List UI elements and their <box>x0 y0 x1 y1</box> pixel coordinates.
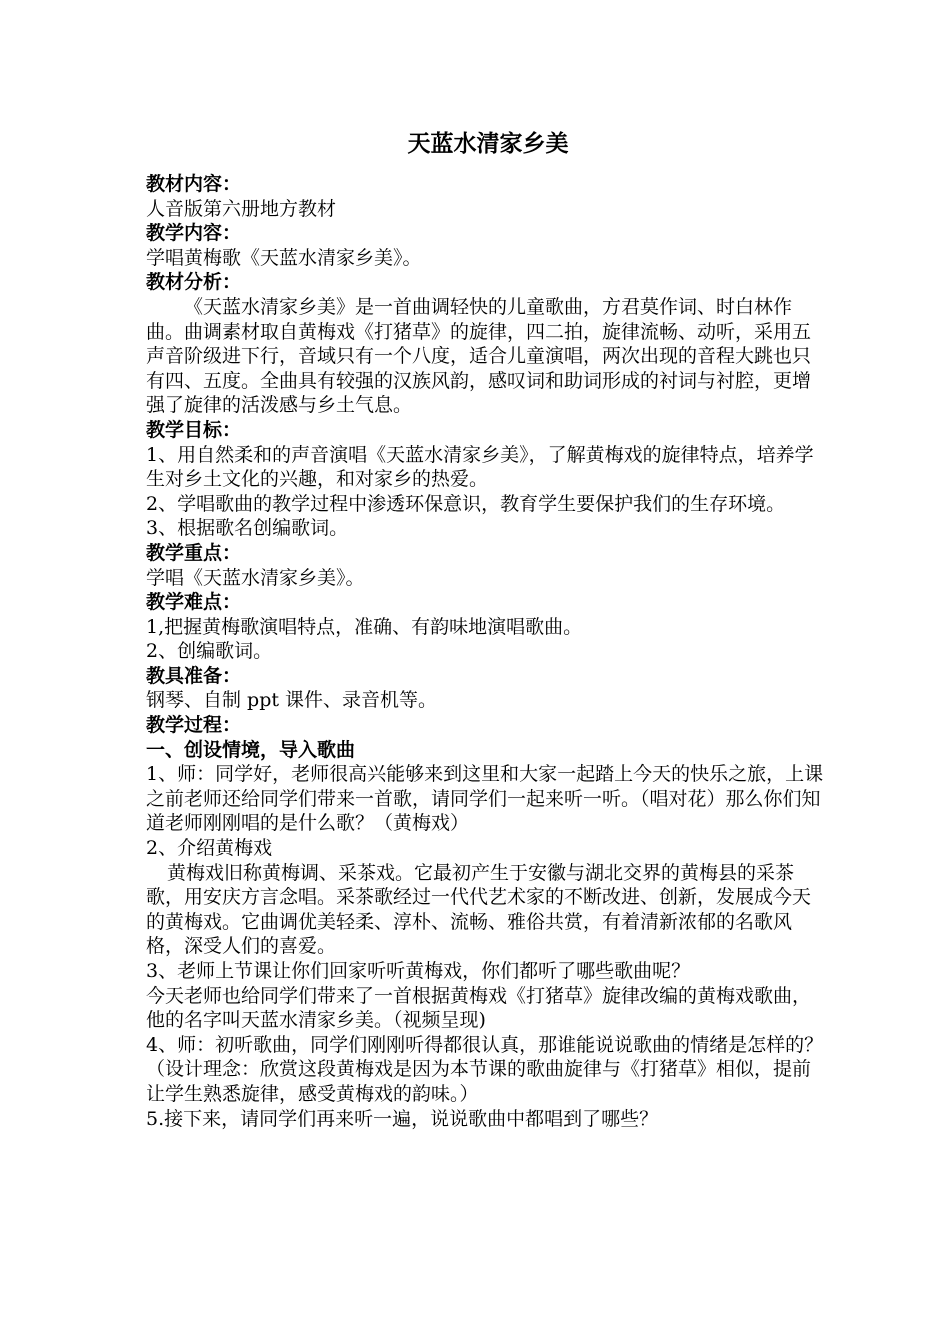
document-title: 天蓝水清家乡美 <box>407 130 569 157</box>
text-step-1-1: 1、师：同学好，老师很高兴能够来到这里和大家一起踏上今天的快乐之旅，上课之前老师还给同学们带来一首歌，请同学们一起来听一听。（唱对花）那么你们知道老师刚刚唱的是什么歌？（黄梅戏） <box>146 763 824 835</box>
text-step-1-2-body: 黄梅戏旧称黄梅调、采茶戏。它最初产生于安徽与湖北交界的黄梅县的采茶歌，用安庆方言念唱。采茶歌经过一代代艺术家的不断改进、创新，发展成今天的黄梅戏。它曲调优美轻柔、淳朴、流畅、雅俗共赏，有着清新浓郁的名歌风格，深受人们的喜爱。 <box>146 861 812 958</box>
text-step-1-5: 5.接下来，请同学们再来听一遍，说说歌曲中都唱到了哪些？ <box>146 1107 659 1130</box>
heading-difficulty: 教学难点： <box>146 591 242 614</box>
heading-process: 教学过程： <box>146 714 242 737</box>
heading-analysis: 教材分析： <box>146 271 242 294</box>
heading-goals: 教学目标： <box>146 418 242 441</box>
document-page <box>146 130 826 1131</box>
text-key: 学唱《天蓝水清家乡美》。 <box>146 566 365 589</box>
text-step-1-3-body: 今天老师也给同学们带来了一首根据黄梅戏《打猪草》旋律改编的黄梅戏歌曲，他的名字叫天蓝水清家乡美。（视频呈现) <box>146 984 812 1032</box>
text-content: 学唱黄梅歌《天蓝水清家乡美》。 <box>146 246 422 269</box>
text-goal-2: 2、学唱歌曲的教学过程中渗透环保意识，教育学生要保护我们的生存环境。 <box>146 492 786 515</box>
heading-material: 教材内容： <box>146 173 242 195</box>
text-tools: 钢琴、自制 ppt 课件、录音机等。 <box>146 689 438 712</box>
text-difficulty-1: 1,把握黄梅歌演唱特点，准确、有韵味地演唱歌曲。 <box>146 615 583 638</box>
text-analysis: 《天蓝水清家乡美》是一首曲调轻快的儿童歌曲，方君莫作词、时白林作曲。曲调素材取自黄梅戏《打猪草》的旋律，四二拍，旋律流畅、动听，采用五声音阶级进下行，音域只有一个八度，适合儿童演唱，两次出现的音程大跳也只有四、五度。全曲具有较强的汉族风韵，感叹词和助词形成的衬词与衬腔，更增强了旋律的活泼感与乡土气息。 <box>146 295 812 417</box>
heading-content: 教学内容： <box>146 222 242 245</box>
text-step-1-2: 2、介绍黄梅戏 <box>146 837 273 860</box>
text-step-1-4: 4、师：初听歌曲，同学们刚刚听得都很认真，那谁能说说歌曲的情绪是怎样的？ <box>146 1033 824 1056</box>
heading-step-1: 一、创设情境，导入歌曲 <box>146 738 356 761</box>
text-difficulty-2: 2、创编歌词。 <box>146 640 273 663</box>
heading-tools: 教具准备： <box>146 664 242 687</box>
text-goal-3: 3、根据歌名创编歌词。 <box>146 517 349 540</box>
heading-key: 教学重点： <box>146 541 242 564</box>
text-goal-1: 1、用自然柔和的声音演唱《天蓝水清家乡美》，了解黄梅戏的旋律特点，培养学生对乡土文化的兴趣，和对家乡的热爱。 <box>146 443 814 491</box>
text-material: 人音版第六册地方教材 <box>146 197 337 220</box>
text-step-1-4-note: （设计理念：欣赏这段黄梅戏是因为本节课的歌曲旋律与《打猪草》相似，提前让学生熟悉旋律，感受黄梅戏的韵味。） <box>146 1058 812 1105</box>
text-step-1-3: 3、老师上节课让你们回家听听黄梅戏，你们都听了哪些歌曲呢？ <box>146 960 691 982</box>
